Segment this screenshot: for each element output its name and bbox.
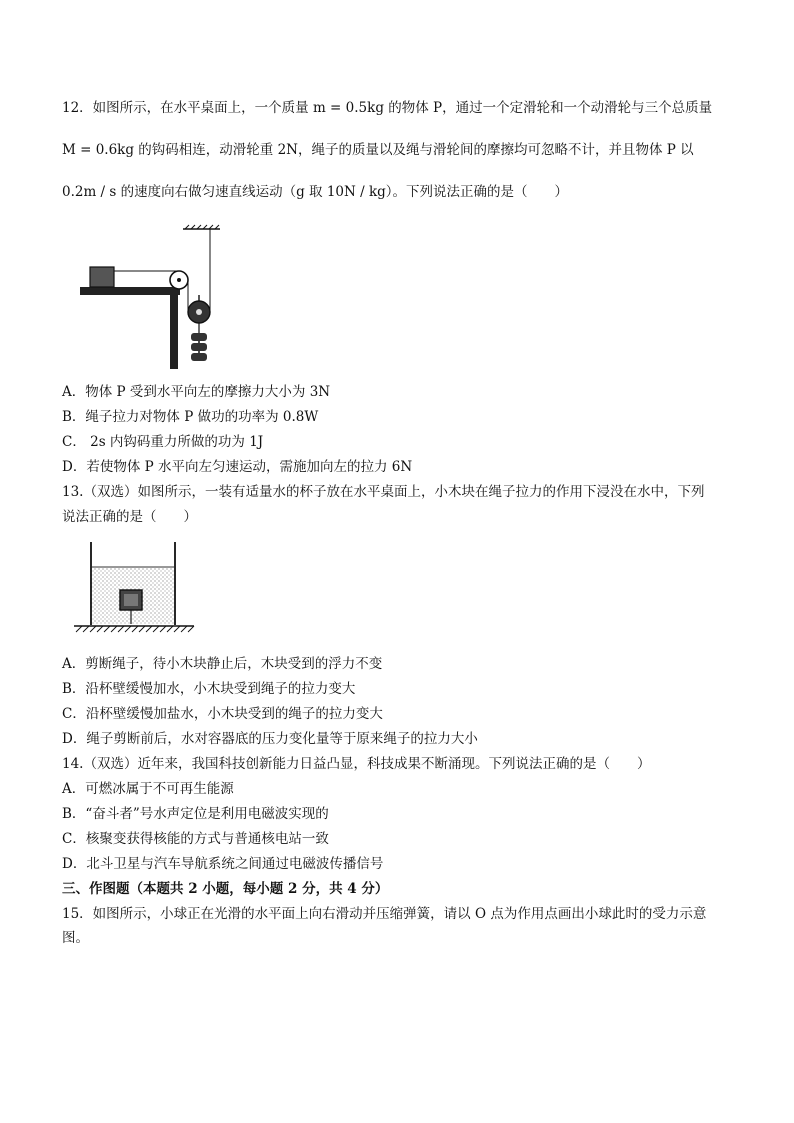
q12-line-2: M = 0.6kg 的钩码相连，动滑轮重 2N，绳子的质量以及绳与滑轮间的摩擦均可忽略不计，并且物体 P 以 <box>62 142 694 158</box>
wood-block-inner <box>124 594 138 606</box>
block-p <box>90 267 114 287</box>
q12-line-3: 0.2m / s 的速度向右做匀速直线运动（g 取 10N / kg）。下列说法正确的是（ ） <box>62 184 569 200</box>
table-leg <box>170 291 178 369</box>
q13-line-2: 说法正确的是（ ） <box>62 509 197 525</box>
q13-option-a: A．剪断绳子，待小木块静止后，木块受到的浮力不变 <box>62 656 383 672</box>
q12-option-d: D．若使物体 P 水平向左匀速运动，需施加向左的拉力 6N <box>62 459 413 475</box>
fixed-pulley-axle <box>177 278 181 282</box>
weight-2 <box>191 343 207 351</box>
q14-line-1: 14.（双选）近年来，我国科技创新能力日益凸显，科技成果不断涌现。下列说法正确的是（ ） <box>62 756 651 772</box>
q14-option-d: D．北斗卫星与汽车导航系统之间通过电磁波传播信号 <box>62 856 384 872</box>
q14-option-c: C．核聚变获得核能的方式与普通核电站一致 <box>62 831 329 847</box>
q14-option-a: A．可燃冰属于不可再生能源 <box>62 781 234 797</box>
weight-3 <box>191 353 207 361</box>
q14-option-b: B．“奋斗者”号水声定位是利用电磁波实现的 <box>62 806 329 822</box>
pulley-diagram <box>78 225 228 370</box>
table-top <box>80 287 180 295</box>
q12-option-b: B．绳子拉力对物体 P 做功的功率为 0.8W <box>62 409 319 425</box>
section-heading: 三、作图题（本题共 2 小题，每小题 2 分，共 4 分） <box>62 881 389 897</box>
table-hatch <box>76 626 194 632</box>
cup-diagram <box>70 540 200 645</box>
movable-pulley-axle <box>196 309 202 315</box>
q13-line-1: 13.（双选）如图所示，一装有适量水的杯子放在水平桌面上，小木块在绳子拉力的作用下浸没在水中，下列 <box>62 484 705 500</box>
q13-option-d: D．绳子剪断前后，水对容器底的压力变化量等于原来绳子的拉力大小 <box>62 731 478 747</box>
weight-1 <box>191 333 207 341</box>
cup-figure <box>70 540 200 645</box>
q13-option-c: C．沿杯壁缓慢加盐水，小木块受到的绳子的拉力变大 <box>62 706 383 722</box>
q13-option-b: B．沿杯壁缓慢加水，小木块受到绳子的拉力变大 <box>62 681 356 697</box>
q12-line-1: 12．如图所示，在水平桌面上，一个质量 m = 0.5kg 的物体 P，通过一个定滑轮和一个动滑轮与三个总质量 <box>62 100 713 116</box>
q15-line-2: 图。 <box>62 930 89 946</box>
pulley-figure <box>78 225 228 370</box>
q12-option-c: C． 2s 内钩码重力所做的功为 1J <box>62 434 264 450</box>
q15-line-1: 15．如图所示，小球正在光滑的水平面上向右滑动并压缩弹簧，请以 O 点为作用点画出小球此时的受力示意 <box>62 906 707 922</box>
q12-option-a: A．物体 P 受到水平向左的摩擦力大小为 3N <box>62 384 331 400</box>
